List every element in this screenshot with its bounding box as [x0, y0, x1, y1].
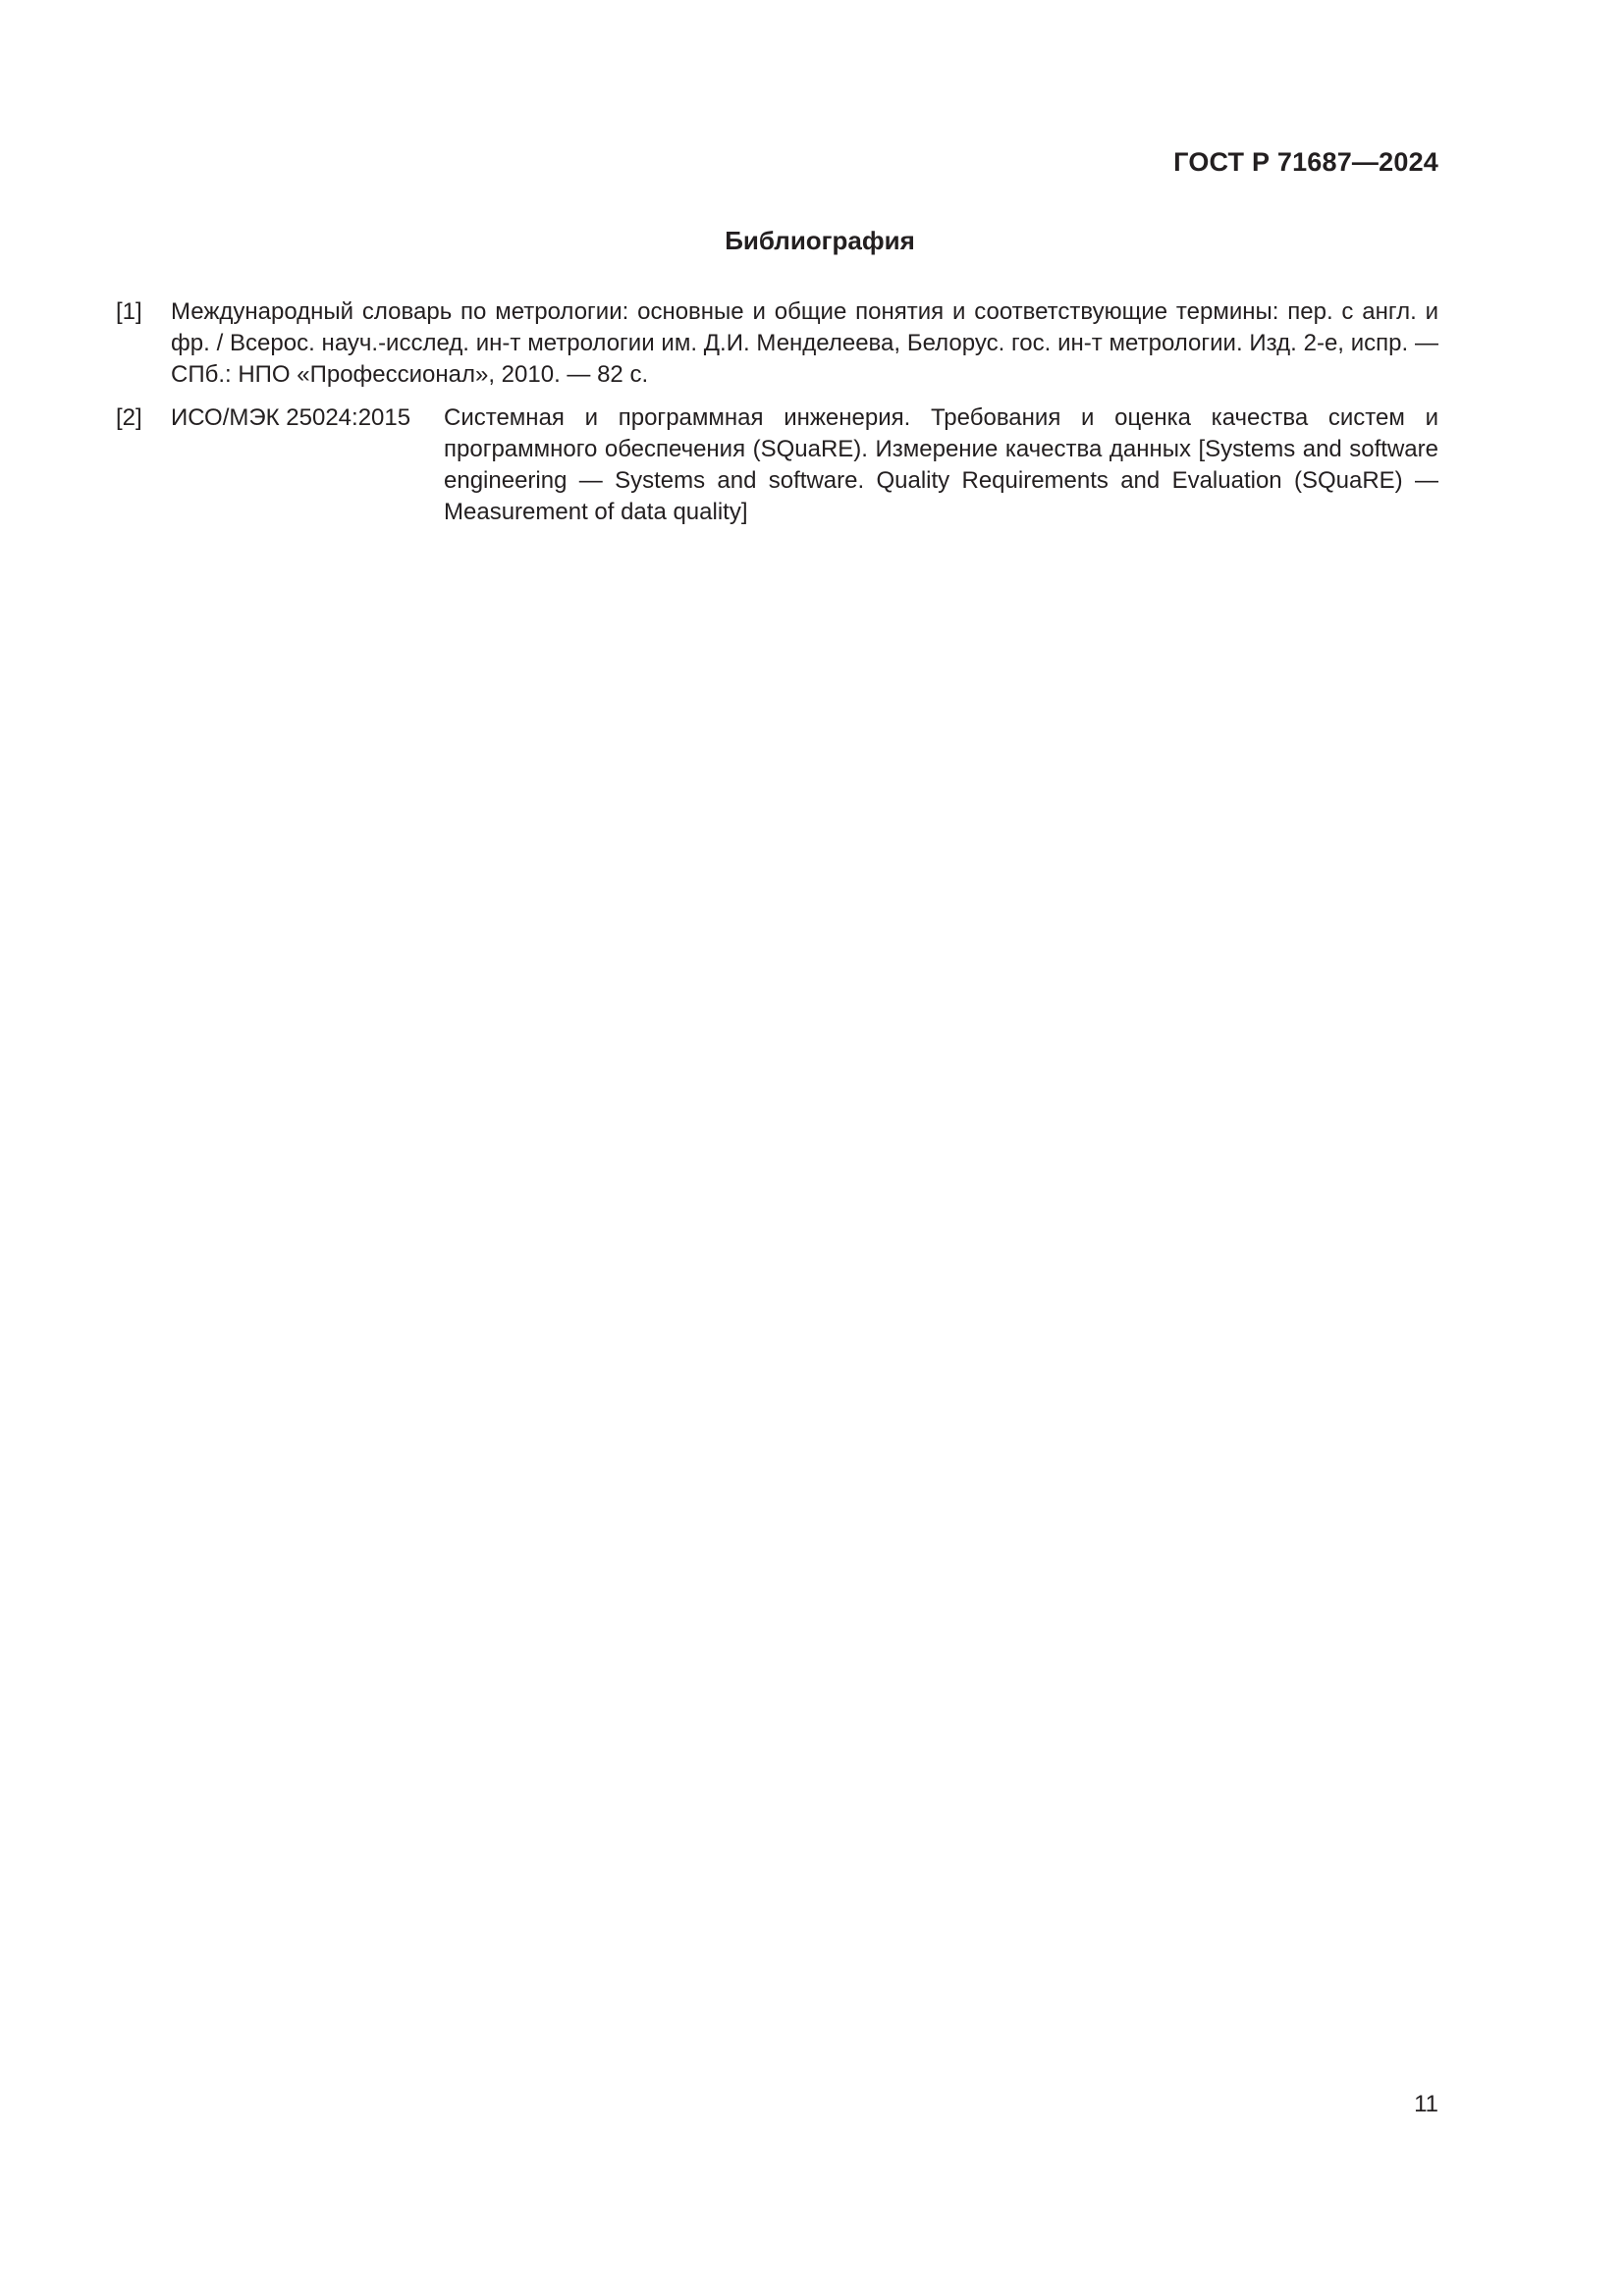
section-title: Библиография	[725, 226, 915, 255]
bibliography-entry-number: [2]	[116, 404, 142, 431]
page-number: 11	[1414, 2091, 1438, 2117]
bibliography-list	[116, 296, 1438, 540]
bibliography-entry-number: [1]	[116, 298, 142, 325]
bibliography-entry-text: Международный словарь по метрологии: основные и общие понятия и соответствующие термины: пер. с англ. и фр. / Всерос. науч.-исслед. ин-т метрологии им. Д.И. Менделеева, Белорус. гос. ин-т метрологии. Изд. 2-е, испр. — СПб.: НПО «Профессионал», 2010. — 82 с.	[171, 298, 1438, 388]
document-code: ГОСТ Р 71687—2024	[1173, 147, 1438, 177]
bibliography-entry-text: Системная и программная инженерия. Требования и оценка качества систем и программного обеспечения (SQuaRE). Измерение качества данных [Systems and software engineering — Systems and software. Quality Requirements and Evaluation (SQuaRE) — Measurement of data quality]	[444, 404, 1438, 525]
bibliography-entry	[116, 296, 1438, 391]
bibliography-entry-standard: ИСО/МЭК 25024:2015	[171, 404, 411, 431]
bibliography-entry	[116, 402, 1438, 528]
